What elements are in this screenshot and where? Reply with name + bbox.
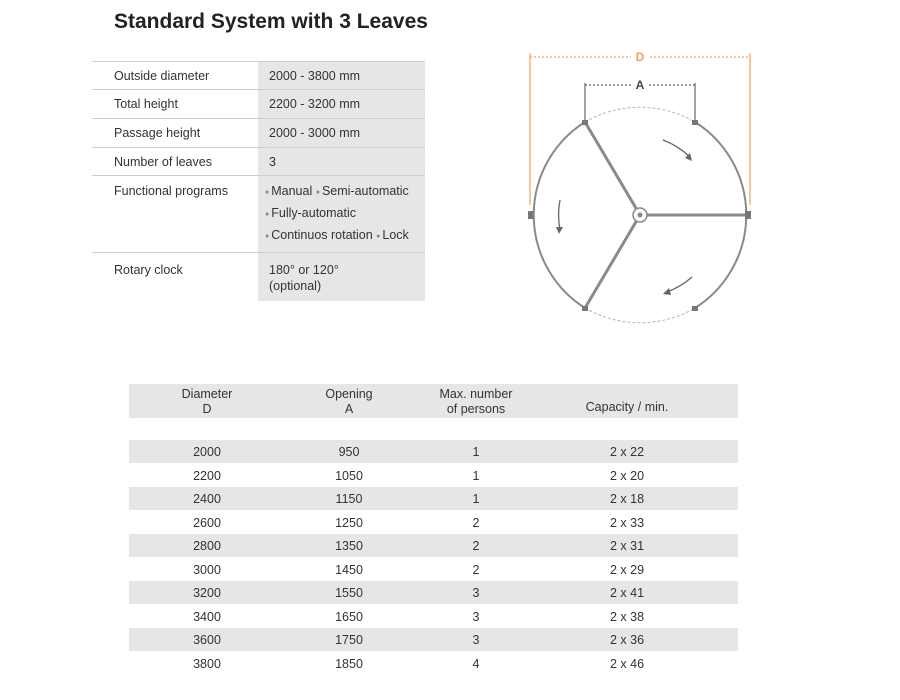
bullet-icon: ● [265, 233, 270, 240]
program-line [265, 184, 409, 198]
header-text: of persons [446, 402, 506, 416]
cell-persons: 2 [472, 539, 480, 553]
opening-arc-top [585, 107, 695, 122]
bullet-icon: ● [265, 211, 270, 218]
cell-opening: 1750 [335, 633, 363, 647]
leaf-2 [585, 215, 640, 308]
spec-label: Rotary clock [114, 263, 183, 277]
cell-opening: 1450 [335, 563, 363, 577]
cell-diameter: 2400 [193, 492, 221, 506]
program-item: Semi-automatic [321, 184, 409, 198]
program-line [265, 206, 356, 220]
spec-value: 2000 - 3000 mm [269, 126, 361, 140]
specs-table [92, 61, 425, 301]
page-title: Standard System with 3 Leaves [114, 10, 428, 33]
header-text: Opening [325, 387, 373, 401]
cell-persons: 4 [472, 657, 480, 671]
cell-capacity: 2 x 31 [609, 539, 645, 553]
rotation-arrow-left [556, 200, 563, 234]
wall-arc-left [534, 122, 585, 308]
cell-capacity: 2 x 41 [609, 586, 645, 600]
spec-value-cell [258, 148, 425, 175]
leaf-1 [585, 122, 640, 215]
spec-row-number-of-leaves [92, 148, 425, 176]
program-item: Lock [382, 228, 409, 242]
table-row [129, 581, 738, 604]
cell-opening: 1050 [335, 469, 363, 483]
program-item: Continuos rotation [271, 228, 373, 242]
spec-row-outside-diameter [92, 61, 425, 90]
cell-capacity: 2 x 18 [609, 492, 645, 506]
cell-persons: 2 [472, 516, 480, 530]
cell-diameter: 2200 [193, 469, 221, 483]
opening-arc-bottom [585, 308, 695, 323]
spec-label: Total height [114, 97, 178, 111]
table-row [129, 534, 738, 557]
spec-value: 2200 - 3200 mm [269, 97, 361, 111]
cell-opening: 950 [338, 445, 360, 459]
header-capacity [562, 400, 692, 415]
program-item: Manual [271, 184, 313, 198]
cell-persons: 3 [472, 633, 480, 647]
cell-capacity: 2 x 29 [609, 563, 645, 577]
spec-row-rotary-clock [92, 253, 425, 301]
header-diameter [157, 387, 257, 417]
table-row [129, 511, 738, 534]
spec-label: Outside diameter [114, 69, 210, 83]
cell-persons: 3 [472, 610, 480, 624]
table-row [129, 652, 738, 675]
cell-diameter: 3200 [193, 586, 221, 600]
cell-opening: 1550 [335, 586, 363, 600]
cell-diameter: 2600 [193, 516, 221, 530]
header-text: Capacity / min. [585, 400, 669, 414]
spec-value: 180° or 120° [269, 263, 339, 277]
bullet-icon: ● [376, 233, 381, 240]
spec-value-cell [258, 62, 425, 89]
table-row [129, 628, 738, 651]
cell-capacity: 2 x 22 [609, 445, 645, 459]
rotation-arrow-bottom [663, 277, 692, 295]
spec-label: Functional programs [114, 184, 228, 198]
cell-diameter: 3600 [193, 633, 221, 647]
header-text: Max. number [439, 387, 513, 401]
header-opening [299, 387, 399, 417]
dimension-d-label: D [635, 50, 645, 64]
spec-value-cell [258, 90, 425, 118]
cell-persons: 1 [472, 492, 480, 506]
cell-capacity: 2 x 46 [609, 657, 645, 671]
cell-capacity: 2 x 20 [609, 469, 645, 483]
cell-opening: 1650 [335, 610, 363, 624]
table-row [129, 558, 738, 581]
cell-capacity: 2 x 33 [609, 516, 645, 530]
cell-opening: 1250 [335, 516, 363, 530]
table-row [129, 487, 738, 510]
bullet-icon: ● [315, 189, 320, 196]
spec-value-cell [258, 253, 425, 301]
spec-label: Number of leaves [114, 155, 212, 169]
cell-opening: 1150 [335, 492, 363, 506]
header-text: A [344, 402, 354, 416]
header-persons [421, 387, 531, 417]
program-item: Fully-automatic [271, 206, 356, 220]
cell-diameter: 2800 [193, 539, 221, 553]
program-line [265, 228, 409, 242]
spec-value: 2000 - 3800 mm [269, 69, 361, 83]
header-text: D [202, 402, 212, 416]
bullet-icon: ● [265, 189, 270, 196]
cell-diameter: 3800 [193, 657, 221, 671]
spec-value-cell [258, 119, 425, 147]
header-text: Diameter [181, 387, 233, 401]
cell-diameter: 3400 [193, 610, 221, 624]
revolving-door-diagram [520, 45, 760, 335]
spec-value: 3 [269, 155, 276, 169]
pivot-center [638, 213, 643, 218]
dimension-a-label: A [635, 78, 645, 92]
spec-value-cell [258, 176, 425, 252]
rotation-arrow-top [663, 140, 692, 161]
table-row [129, 464, 738, 487]
cell-opening: 1850 [335, 657, 363, 671]
table-row [129, 440, 738, 463]
cell-opening: 1350 [335, 539, 363, 553]
cell-capacity: 2 x 38 [609, 610, 645, 624]
cell-persons: 2 [472, 563, 480, 577]
cell-diameter: 2000 [193, 445, 221, 459]
cell-persons: 3 [472, 586, 480, 600]
cell-persons: 1 [472, 445, 480, 459]
cell-persons: 1 [472, 469, 480, 483]
spec-label: Passage height [114, 126, 201, 140]
cell-diameter: 3000 [193, 563, 221, 577]
spec-row-passage-height [92, 119, 425, 148]
spec-value: (optional) [269, 279, 322, 293]
spec-row-functional-programs [92, 176, 425, 253]
spec-row-total-height [92, 90, 425, 119]
cell-capacity: 2 x 36 [609, 633, 645, 647]
table-row [129, 605, 738, 628]
table-header [129, 384, 738, 418]
dimension-d [530, 48, 750, 205]
